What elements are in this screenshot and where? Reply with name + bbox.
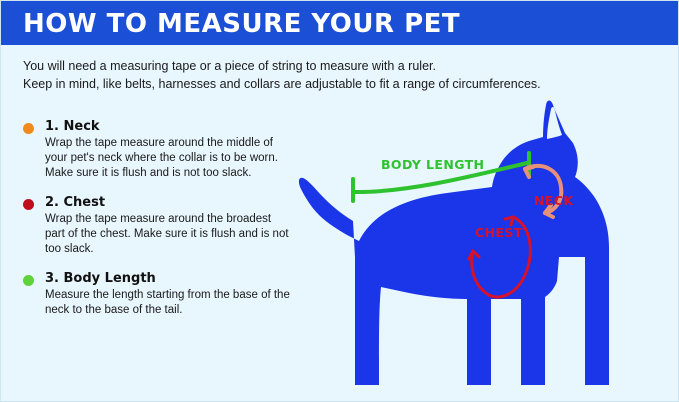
dog-silhouette-icon (299, 101, 609, 386)
bullet-icon-chest (23, 199, 34, 210)
label-chest: CHEST (475, 225, 523, 240)
dog-diagram-svg (297, 97, 669, 397)
step-neck (23, 119, 291, 181)
step-body-length-body: Measure the length starting from the base of the neck to the base of the tail. (45, 289, 290, 316)
page-title: HOW TO MEASURE YOUR PET (23, 9, 461, 39)
step-neck-title: 1. Neck (45, 119, 100, 134)
intro-line-1: You will need a measuring tape or a piece of string to measure with a ruler. (23, 59, 436, 73)
bullet-icon-neck (23, 123, 34, 134)
step-neck-body: Wrap the tape measure around the middle of your pet's neck where the collar is to be worn. Make sure it is flush and is not too slack. (45, 137, 278, 179)
step-chest (23, 195, 291, 257)
label-body-length: BODY LENGTH (381, 157, 485, 172)
step-body-length (23, 271, 291, 318)
step-chest-body: Wrap the tape measure around the broadest part of the chest. Make sure it is flush and is not too slack. (45, 213, 289, 255)
step-body-length-title: 3. Body Length (45, 271, 156, 286)
measurement-steps-list (23, 119, 291, 332)
step-chest-title: 2. Chest (45, 195, 106, 210)
dog-illustration (297, 97, 669, 397)
bullet-icon-body-length (23, 275, 34, 286)
label-neck: NECK (534, 193, 574, 208)
intro-text (23, 57, 653, 93)
intro-line-2: Keep in mind, like belts, harnesses and collars are adjustable to fit a range of circumferences. (23, 77, 541, 91)
header-bar (1, 1, 679, 45)
